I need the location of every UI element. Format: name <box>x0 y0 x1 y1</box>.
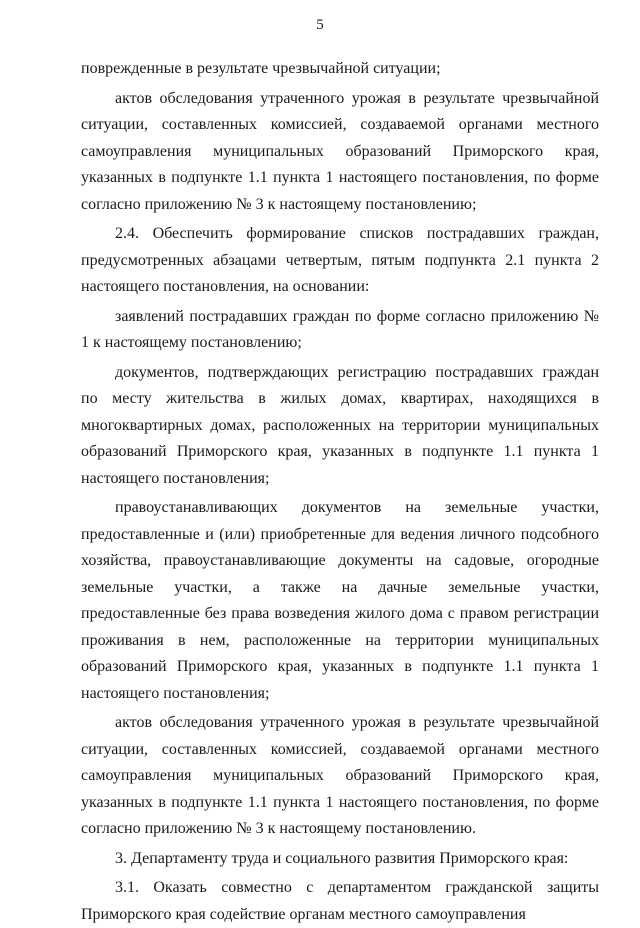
paragraph-continuation: поврежденные в результате чрезвычайной ситуации; <box>81 60 441 77</box>
paragraph-crop-loss-acts: актов обследования утраченного урожая в результате чрезвычайной ситуации, составленных комиссией, создаваемой органами местного самоуправления муниципальных образований Приморского края, указанных в подпункте 1.1 пункта 1 настоящего постановления, по форме согласно приложению № 3 к настоящему постановлению; <box>81 89 599 213</box>
paragraph-item-3-1: 3.1. Оказать совместно с департаментом гражданской защиты Приморского края содействие органам местного самоуправления <box>81 879 599 923</box>
paragraph-registration-documents: документов, подтверждающих регистрацию пострадавших граждан по месту жительства в жилых домах, квартирах, находящихся в многоквартирных домах, расположенных на территории муниципальных образований Приморского края, указанных в подпункте 1.1 пункта 1 настоящего постановления; <box>81 363 599 487</box>
paragraph-crop-loss-acts-2: актов обследования утраченного урожая в результате чрезвычайной ситуации, составленных комиссией, создаваемой органами местного самоуправления муниципальных образований Приморского края, указанных в подпункте 1.1 пункта 1 настоящего постановления, по форме согласно приложению № 3 к настоящему постановлению. <box>81 714 599 837</box>
page-number: 5 <box>316 17 324 33</box>
paragraph-item-2-4: 2.4. Обеспечить формирование списков пострадавших граждан, предусмотренных абзацами четвертым, пятым подпункта 2.1 пункта 2 настоящего постановления, на основании: <box>81 225 599 295</box>
paragraph-applications: заявлений пострадавших граждан по форме согласно приложению № 1 к настоящему постановлению; <box>81 307 599 351</box>
document-body <box>81 56 599 928</box>
paragraph-item-3: 3. Департаменту труда и социального развития Приморского края: <box>115 849 569 867</box>
paragraph-land-title-documents: правоустанавливающих документов на земельные участки, предоставленные и (или) приобретенные для ведения личного подсобного хозяйства, правоустанавливающие документы на садовые, огородные земельные участки, а также на дачные земельные участки, предоставленные без права возведения жилого дома с правом регистрации проживания в нем, расположенные на территории муниципальных образований Приморского края, указанных в подпункте 1.1 пункта 1 настоящего постановления; <box>81 499 599 702</box>
